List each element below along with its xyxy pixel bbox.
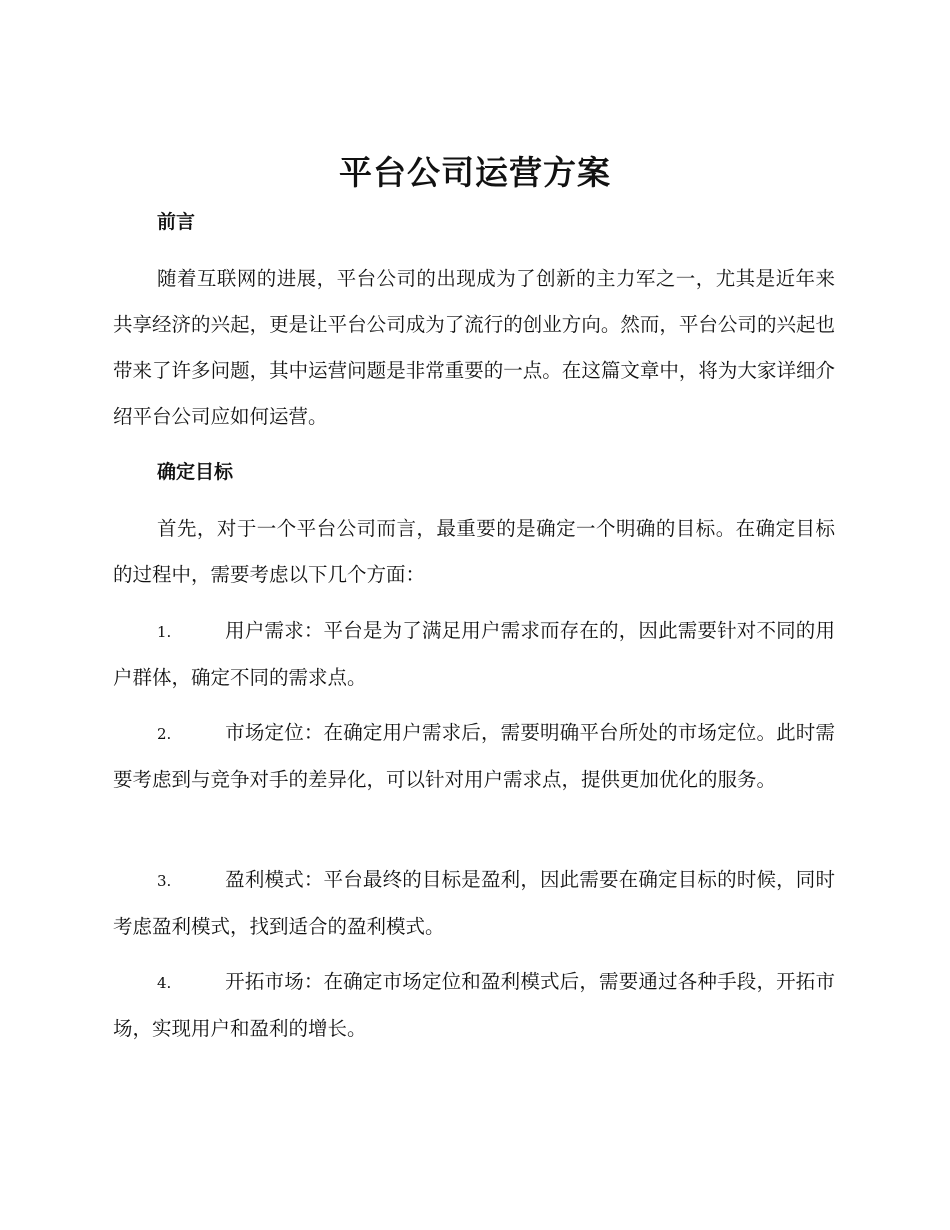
list-item-text: 开拓市场：在确定市场定位和盈利模式后，需要通过各种手段，开拓市场，实现用户和盈利的增长。: [113, 970, 835, 1040]
list-item-number: 3.: [157, 872, 172, 890]
list-item-number: 4.: [157, 974, 172, 992]
list-item-number: 2.: [157, 725, 172, 743]
list-item-number: 1.: [157, 623, 172, 641]
section-heading-goals: 确定目标: [157, 461, 234, 483]
document-title: 平台公司运营方案: [339, 153, 611, 192]
list-item: [113, 959, 835, 1052]
list-item-text: 用户需求：平台是为了满足用户需求而存在的，因此需要针对不同的用户群体，确定不同的需求点。: [113, 619, 835, 689]
list-item: [113, 608, 835, 701]
paragraph-preface: 随着互联网的进展，平台公司的出现成为了创新的主力军之一，尤其是近年来共享经济的兴起，更是让平台公司成为了流行的创业方向。然而，平台公司的兴起也带来了许多问题，其中运营问题是非常重要的一点。在这篇文章中，将为大家详细介绍平台公司应如何运营。: [113, 267, 835, 428]
paragraph-goals-intro: 首先，对于一个平台公司而言，最重要的是确定一个明确的目标。在确定目标的过程中，需要考虑以下几个方面：: [113, 517, 835, 586]
list-item-text: 盈利模式：平台最终的目标是盈利，因此需要在确定目标的时候，同时考虑盈利模式，找到适合的盈利模式。: [113, 868, 835, 938]
list-item: [113, 710, 835, 803]
list-item: [113, 857, 835, 950]
list-item-text: 市场定位：在确定用户需求后，需要明确平台所处的市场定位。此时需要考虑到与竞争对手的差异化，可以针对用户需求点，提供更加优化的服务。: [113, 721, 835, 791]
section-heading-preface: 前言: [157, 211, 196, 233]
